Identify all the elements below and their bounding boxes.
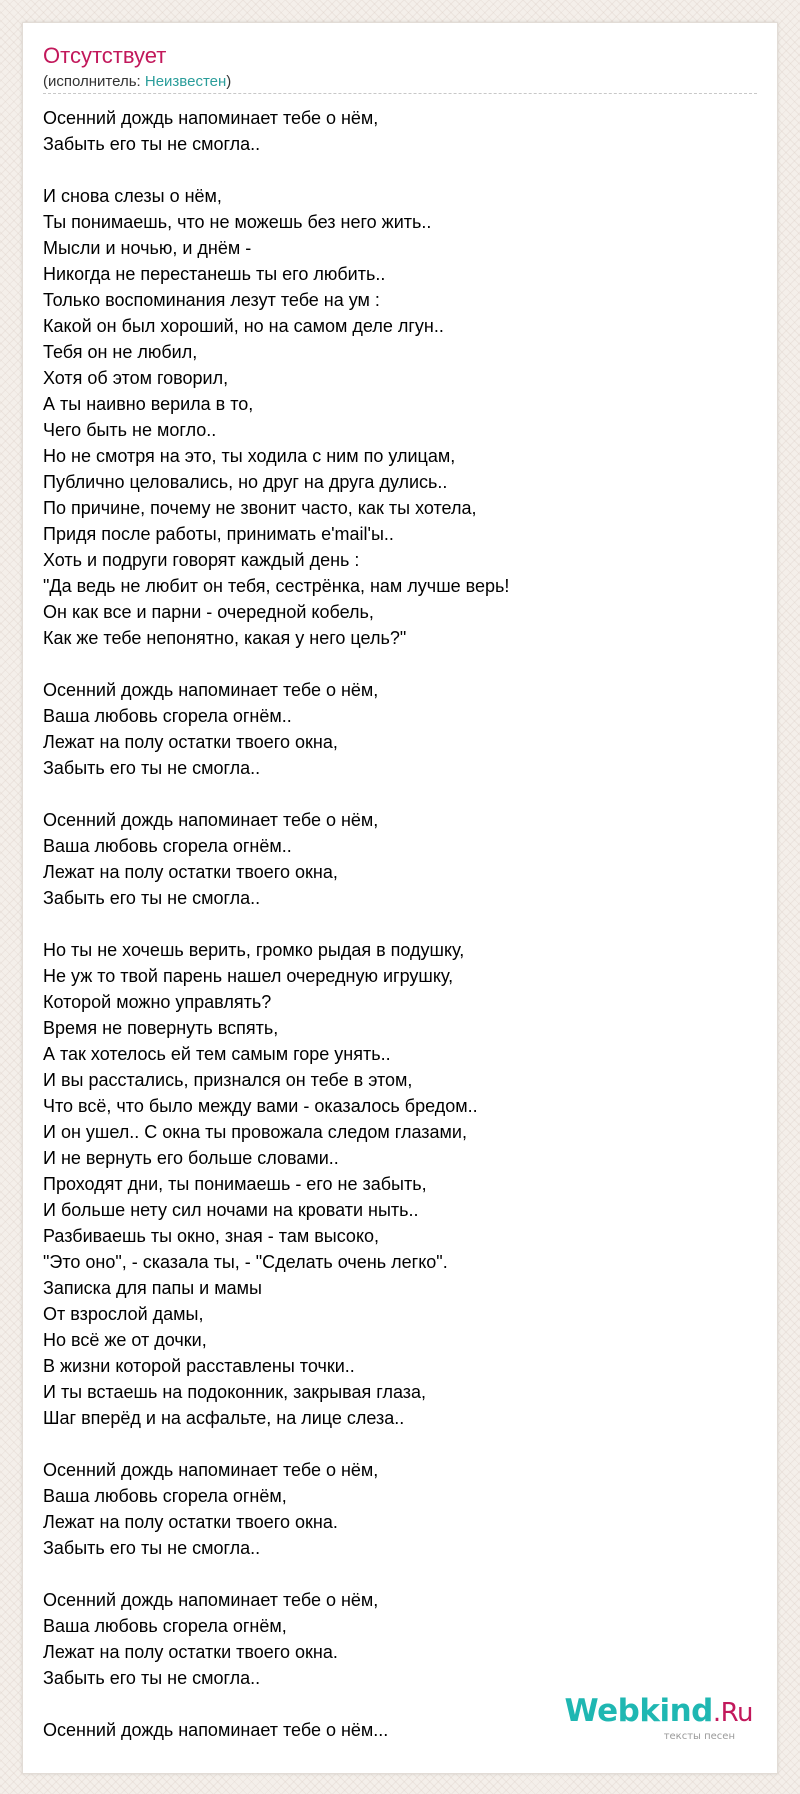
logo-tagline: тексты песен (663, 1731, 735, 1742)
lyrics-line: А так хотелось ей тем самым горе унять.. (43, 1044, 391, 1064)
lyrics-line: По причине, почему не звонит часто, как ты хотела, (43, 498, 477, 518)
site-logo[interactable] (553, 1693, 753, 1749)
lyrics-line: Осенний дождь напоминает тебе о нём, (43, 108, 379, 128)
lyrics-line: И он ушел.. С окна ты провожала следом глазами, (43, 1122, 467, 1142)
lyrics-card (22, 22, 778, 1774)
lyrics-line: Какой он был хороший, но на самом деле лгун.. (43, 316, 444, 336)
lyrics-line: И ты встаешь на подоконник, закрывая глаза, (43, 1382, 427, 1402)
lyrics-line: Ваша любовь сгорела огнём.. (43, 836, 292, 856)
lyrics-line: Проходят дни, ты понимаешь - его не забыть, (43, 1174, 427, 1194)
lyrics-line: Как же тебе непонятно, какая у него цель?" (43, 628, 407, 648)
lyrics-line: Шаг вперёд и на асфальте, на лице слеза.. (43, 1408, 405, 1428)
lyrics-stanza (43, 937, 763, 1431)
lyrics-line: Тебя он не любил, (43, 342, 198, 362)
lyrics-line: Забыть его ты не смогла.. (43, 1668, 261, 1688)
lyrics-stanza (43, 105, 763, 157)
artist-link[interactable]: Неизвестен (144, 73, 227, 90)
lyrics-line: Придя после работы, принимать e'mail'ы.. (43, 524, 394, 544)
lyrics-line: Чего быть не могло.. (43, 420, 217, 440)
lyrics-line: Но не смотря на это, ты ходила с ним по улицам, (43, 446, 456, 466)
lyrics-line: Никогда не перестанешь ты его любить.. (43, 264, 386, 284)
lyrics-line: Публично целовались, но друг на друга дулись.. (43, 472, 448, 492)
lyrics-line: "Это оно", - сказала ты, - "Сделать очень легко". (43, 1252, 448, 1272)
lyrics-line: Осенний дождь напоминает тебе о нём, (43, 1590, 379, 1610)
artist-line (43, 73, 231, 90)
lyrics-body (43, 105, 763, 1743)
lyrics-line: Забыть его ты не смогла.. (43, 1538, 261, 1558)
lyrics-line: Которой можно управлять? (43, 992, 272, 1012)
lyrics-line: Осенний дождь напоминает тебе о нём, (43, 810, 379, 830)
lyrics-line: И не вернуть его больше словами.. (43, 1148, 339, 1168)
lyrics-line: Лежат на полу остатки твоего окна. (43, 1642, 338, 1662)
lyrics-line: Забыть его ты не смогла.. (43, 758, 261, 778)
song-title: Отсутствует (43, 43, 167, 68)
lyrics-stanza (43, 1587, 763, 1691)
lyrics-line: Разбиваешь ты окно, зная - там высоко, (43, 1226, 380, 1246)
lyrics-line: Ты понимаешь, что не можешь без него жить.. (43, 212, 432, 232)
lyrics-line: Но ты не хочешь верить, громко рыдая в подушку, (43, 940, 465, 960)
lyrics-line: Осенний дождь напоминает тебе о нём... (43, 1720, 389, 1740)
lyrics-line: И вы расстались, признался он тебе в этом, (43, 1070, 413, 1090)
artist-prefix: (исполнитель: (43, 73, 145, 90)
lyrics-line: Хоть и подруги говорят каждый день : (43, 550, 360, 570)
logo-wordmark (553, 1693, 753, 1731)
lyrics-line: И больше нету сил ночами на кровати ныть.. (43, 1200, 419, 1220)
lyrics-line: Хотя об этом говорил, (43, 368, 229, 388)
lyrics-line: Только воспоминания лезут тебе на ум : (43, 290, 380, 310)
lyrics-line: Ваша любовь сгорела огнём, (43, 1616, 287, 1636)
lyrics-line: "Да ведь не любит он тебя, сестрёнка, нам лучше верь! (43, 576, 510, 596)
lyrics-stanza (43, 807, 763, 911)
logo-tld: .Ru (712, 1698, 753, 1728)
lyrics-line: А ты наивно верила в то, (43, 394, 254, 414)
lyrics-line: Лежат на полу остатки твоего окна, (43, 732, 338, 752)
logo-name: Webkind (564, 1693, 713, 1729)
lyrics-stanza (43, 1457, 763, 1561)
lyrics-line: Но всё же от дочки, (43, 1330, 207, 1350)
lyrics-line: Лежат на полу остатки твоего окна. (43, 1512, 338, 1532)
lyrics-line: Забыть его ты не смогла.. (43, 888, 261, 908)
lyrics-line: Ваша любовь сгорела огнём.. (43, 706, 292, 726)
lyrics-line: Записка для папы и мамы (43, 1278, 262, 1298)
lyrics-line: И снова слезы о нём, (43, 186, 222, 206)
lyrics-line: Что всё, что было между вами - оказалось бредом.. (43, 1096, 478, 1116)
lyrics-line: Осенний дождь напоминает тебе о нём, (43, 1460, 379, 1480)
lyrics-line: Не уж то твой парень нашел очередную игрушку, (43, 966, 454, 986)
lyrics-line: Лежат на полу остатки твоего окна, (43, 862, 338, 882)
lyrics-line: Он как все и парни - очередной кобель, (43, 602, 374, 622)
lyrics-line: Ваша любовь сгорела огнём, (43, 1486, 287, 1506)
lyrics-line: Осенний дождь напоминает тебе о нём, (43, 680, 379, 700)
lyrics-stanza (43, 183, 763, 651)
lyrics-line: От взрослой дамы, (43, 1304, 204, 1324)
lyrics-line: Время не повернуть вспять, (43, 1018, 279, 1038)
lyrics-line: Мысли и ночью, и днём - (43, 238, 252, 258)
lyrics-line: В жизни которой расставлены точки.. (43, 1356, 355, 1376)
artist-suffix: ) (226, 73, 232, 90)
lyrics-stanza (43, 677, 763, 781)
lyrics-line: Забыть его ты не смогла.. (43, 134, 261, 154)
header-divider (43, 93, 757, 94)
